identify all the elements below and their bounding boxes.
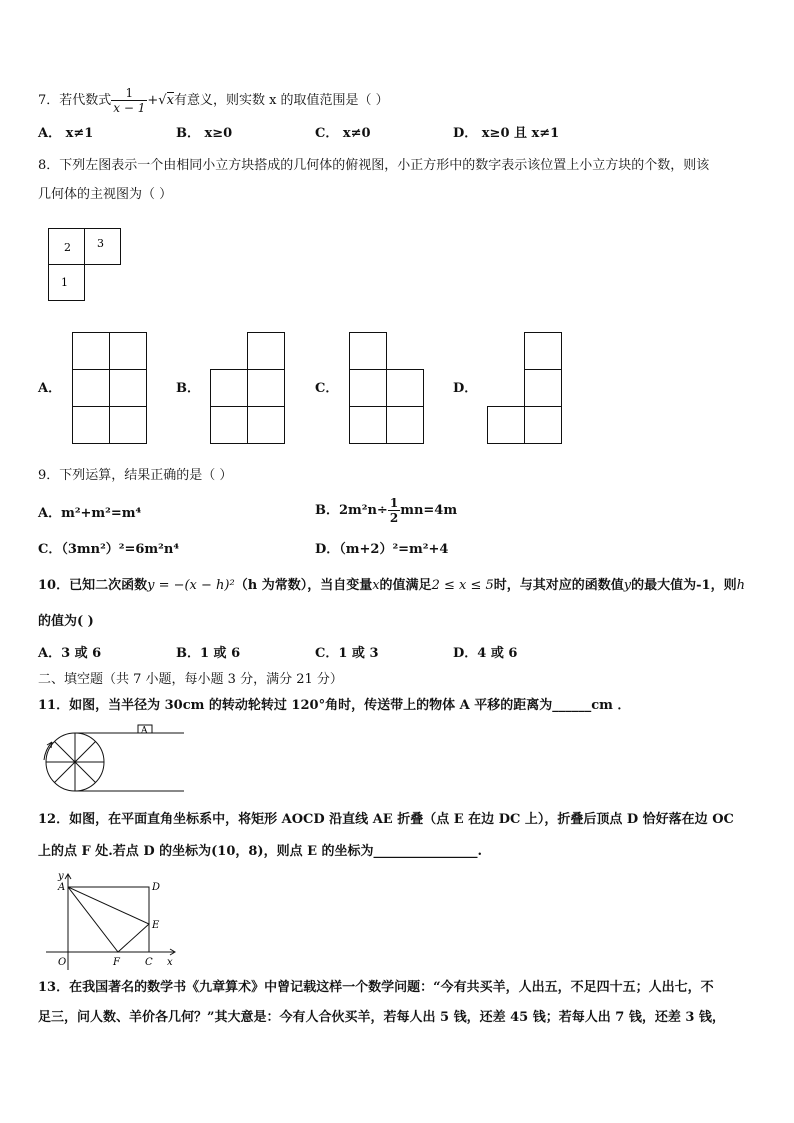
q10-text-b: （h 为常数），当自变量 xyxy=(234,578,373,593)
q8-option-a-figure[interactable] xyxy=(72,332,148,444)
label-F: F xyxy=(113,957,120,968)
q9-frac-num: 1 xyxy=(389,496,399,510)
q8-stem-line2: 几何体的主视图为（ ） xyxy=(38,187,173,202)
q10-text-a: 10．已知二次函数 xyxy=(38,578,148,593)
q7-option-d[interactable]: D． x≥0 且 x≠1 xyxy=(453,126,560,141)
q7-number: 7． xyxy=(38,93,60,108)
q10-option-d[interactable]: D．4 或 6 xyxy=(453,646,518,661)
label-C: C xyxy=(145,957,153,968)
q8-option-d-figure[interactable] xyxy=(487,332,563,444)
q8-option-d-label[interactable]: D． xyxy=(453,381,478,396)
q12-coordinate-figure xyxy=(46,870,186,970)
q9-option-b-post: mn=4m xyxy=(400,503,458,518)
q9-option-b-fraction xyxy=(388,496,400,525)
q7-plus: + xyxy=(147,93,159,108)
q9-option-a[interactable]: A．m²+m²=m⁴ xyxy=(38,506,142,521)
q10-var-h: h xyxy=(736,578,745,593)
q10-var-x: x xyxy=(372,578,380,593)
label-A: A xyxy=(58,882,66,893)
q8-option-a-label[interactable]: A． xyxy=(38,381,62,396)
q10-range: 2 ≤ x ≤ 5 xyxy=(431,578,494,593)
q7-frac-num: 1 xyxy=(111,86,147,101)
q10-text-e: 的最大值为-1，则 xyxy=(631,578,737,593)
q11-stem: 11．如图，当半径为 30cm 的转动轮转过 120°角时，传送带上的物体 A 平移的距离为______cm ． xyxy=(38,698,631,713)
label-E: E xyxy=(152,920,160,931)
q9-option-c[interactable]: C．（3mn²）²=6m²n⁴ xyxy=(38,542,180,557)
q8-top-view-figure xyxy=(48,228,128,302)
q9-option-d[interactable]: D．（m+2）²=m²+4 xyxy=(315,542,449,557)
q7-frac-den: x − 1 xyxy=(113,101,146,115)
q12-stem-line2: 上的点 F 处.若点 D 的坐标为(10，8)，则点 E 的坐标为________________. xyxy=(38,844,483,859)
q11-object-label: A xyxy=(141,726,148,736)
q7-option-a[interactable]: A． x≠1 xyxy=(38,126,94,141)
q7-option-c[interactable]: C． x≠0 xyxy=(315,126,371,141)
label-x-axis: x xyxy=(167,957,173,968)
q7-stem xyxy=(38,86,389,115)
q7-sqrt-arg: x xyxy=(166,93,174,108)
label-O: O xyxy=(58,957,67,968)
q8-option-c-label[interactable]: C． xyxy=(315,381,339,396)
q7-option-b[interactable]: B． x≥0 xyxy=(176,126,233,141)
q10-text-d: 时，与其对应的函数值 xyxy=(493,578,624,593)
q8-option-b-figure[interactable] xyxy=(210,332,286,444)
q7-text-before: 若代数式 xyxy=(59,93,112,108)
q13-stem-line2: 足三，问人数、羊价各几何？”其大意是：今有人合伙买羊，若每人出 5 钱，还差 45 钱；若每人出 7 钱，还差 3 钱， xyxy=(38,1010,725,1025)
q10-option-c[interactable]: C．1 或 3 xyxy=(315,646,379,661)
top-view-number-2: 3 xyxy=(97,237,104,250)
label-y-axis: y xyxy=(58,871,64,882)
q9-option-b[interactable] xyxy=(315,496,457,525)
q13-stem-line1: 13．在我国著名的数学书《九章算术》中曾记载这样一个数学问题：“今有共买羊，人出五，不足四十五；人出七，不 xyxy=(38,980,714,995)
q7-text-after: 有意义，则实数 x 的取值范围是（ ） xyxy=(173,93,389,108)
q8-option-b-label[interactable]: B． xyxy=(176,381,200,396)
q12-stem-line1: 12．如图，在平面直角坐标系中，将矩形 AOCD 沿直线 AE 折叠（点 E 在边 DC 上），折叠后顶点 D 恰好落在边 OC xyxy=(38,812,734,827)
q9-option-b-pre: B．2m²n÷ xyxy=(315,503,388,518)
q10-text-c: 的值满足 xyxy=(379,578,432,593)
q10-formula: y = −(x − h)² xyxy=(147,578,235,593)
q9-stem: 9．下列运算，结果正确的是（ ） xyxy=(38,468,233,483)
q7-fraction xyxy=(111,86,147,115)
top-view-number-3: 1 xyxy=(61,276,68,289)
q10-stem-line1 xyxy=(38,578,745,594)
q9-frac-den: 2 xyxy=(389,511,399,525)
q10-var-y: y xyxy=(623,578,632,593)
q10-option-a[interactable]: A．3 或 6 xyxy=(38,646,102,661)
section-heading: 二、填空题（共 7 小题，每小题 3 分，满分 21 分） xyxy=(38,672,343,687)
q10-option-b[interactable]: B．1 或 6 xyxy=(176,646,241,661)
q11-wheel-figure xyxy=(38,724,188,794)
label-D: D xyxy=(152,882,161,893)
q10-stem-line2: 的值为( ) xyxy=(38,614,94,629)
top-view-number-1: 2 xyxy=(64,241,71,254)
q8-stem-line1: 8．下列左图表示一个由相同小立方块搭成的几何体的俯视图，小正方形中的数字表示该位置上小立方块的个数，则该 xyxy=(38,158,710,173)
q8-option-c-figure[interactable] xyxy=(349,332,425,444)
q7-sqrt: √x xyxy=(158,93,174,108)
